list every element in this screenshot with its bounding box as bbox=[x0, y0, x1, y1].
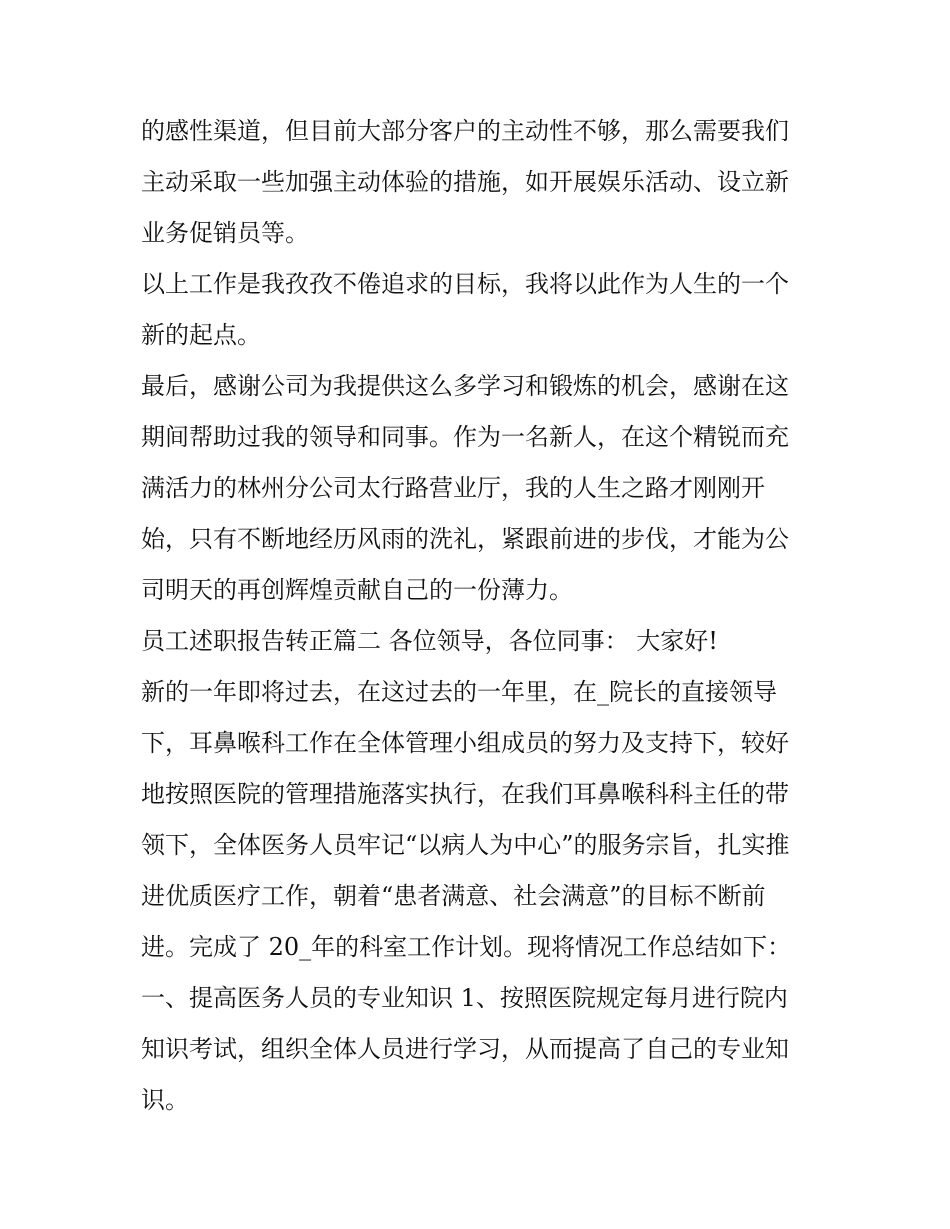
text-line: 新的一年即将过去，在这过去的一年里，在_院长的直接领导 bbox=[141, 678, 777, 706]
text-line: 领下，全体医务人员牢记“以病人为中心”的服务宗旨，扎实推 bbox=[141, 831, 790, 859]
text-line: 最后，感谢公司为我提供这么多学习和锻炼的机会，感谢在这 bbox=[141, 372, 789, 400]
section-heading-line: 员工述职报告转正篇二 各位领导，各位同事： 大家好! bbox=[141, 627, 718, 655]
text-line: 始，只有不断地经历风雨的洗礼，紧跟前进的步伐，才能为公 bbox=[141, 525, 789, 553]
text-line: 进。完成了 20_年的科室工作计划。现将情况工作总结如下： bbox=[141, 933, 792, 961]
text-line: 新的起点。 bbox=[141, 321, 261, 349]
text-line: 期间帮助过我的领导和同事。作为一名新人，在这个精锐而充 bbox=[141, 423, 789, 451]
text-line: 地按照医院的管理措施落实执行，在我们耳鼻喉科科主任的带 bbox=[141, 780, 789, 808]
text-line: 知识考试，组织全体人员进行学习，从而提高了自己的专业知 bbox=[141, 1035, 789, 1063]
text-line: 识。 bbox=[141, 1086, 189, 1114]
text-line: 进优质医疗工作，朝着“患者满意、社会满意”的目标不断前 bbox=[141, 882, 766, 910]
text-line: 业务促销员等。 bbox=[141, 219, 309, 247]
text-line: 满活力的林州分公司太行路营业厅，我的人生之路才刚刚开 bbox=[141, 474, 765, 502]
text-line: 的感性渠道，但目前大部分客户的主动性不够，那么需要我们 bbox=[141, 117, 789, 145]
text-line: 主动采取一些加强主动体验的措施，如开展娱乐活动、设立新 bbox=[141, 168, 789, 196]
text-line: 以上工作是我孜孜不倦追求的目标，我将以此作为人生的一个 bbox=[141, 270, 789, 298]
text-line: 司明天的再创辉煌贡献自己的一份薄力。 bbox=[141, 576, 573, 604]
text-line: 下，耳鼻喉科工作在全体管理小组成员的努力及支持下，较好 bbox=[141, 729, 789, 757]
body-text bbox=[141, 106, 821, 1126]
text-line: 一、提高医务人员的专业知识 1、按照医院规定每月进行院内 bbox=[141, 984, 788, 1012]
